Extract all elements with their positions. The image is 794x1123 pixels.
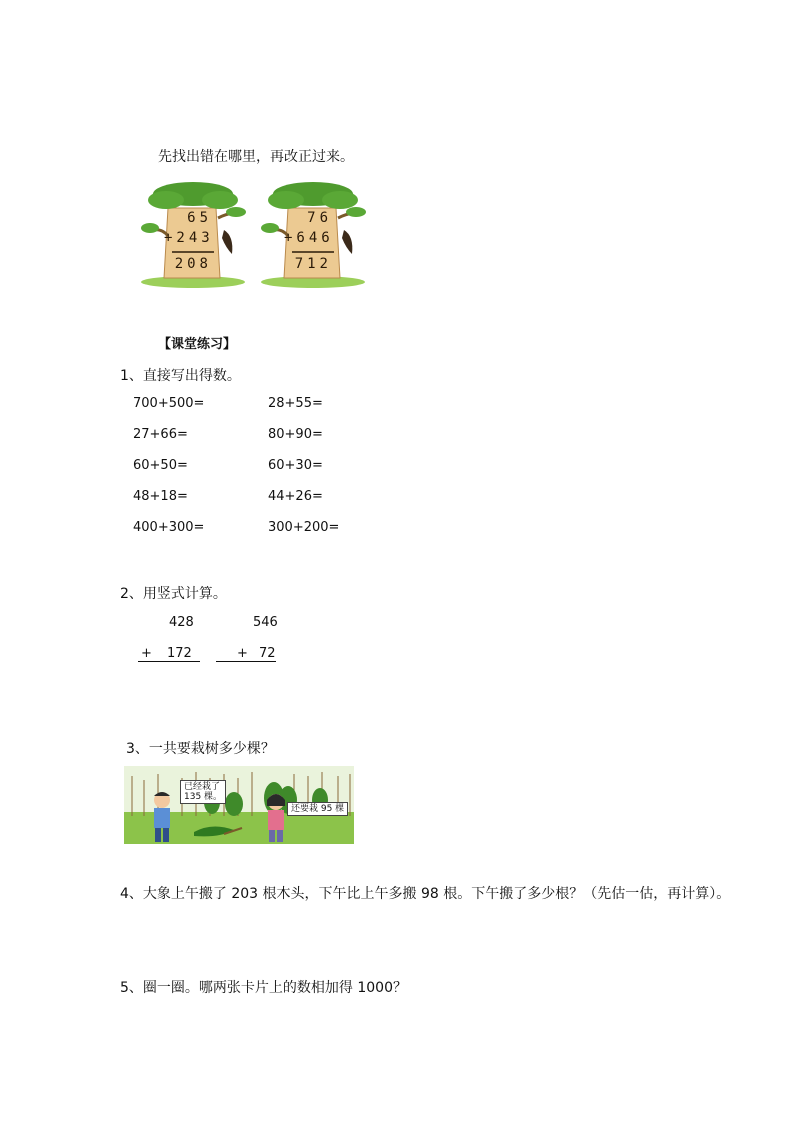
q1-right-4: 44+26= <box>268 489 323 504</box>
speech-bubble-boy: 已经栽了 135 棵。 <box>180 780 226 804</box>
tree-puzzle-2 <box>258 178 368 288</box>
q2-problem-2-underline <box>216 661 276 662</box>
q2-problem-1-top: 428 <box>169 615 194 630</box>
q1-left-1: 700+500= <box>133 396 205 411</box>
intro-text: 先找出错在哪里，再改正过来。 <box>158 149 354 165</box>
q3-title: 3、一共要栽树多少棵？ <box>126 741 275 757</box>
tree-2-result: 712 <box>294 256 332 272</box>
q1-title: 1、直接写出得数。 <box>120 368 241 384</box>
q1-left-5: 400+300= <box>133 520 205 535</box>
q1-right-5: 300+200= <box>268 520 340 535</box>
q2-problem-2-bottom: 72 <box>259 646 276 661</box>
tree-1-addend: +243 <box>164 230 214 246</box>
q1-left-2: 27+66= <box>133 427 188 442</box>
q1-right-1: 28+55= <box>268 396 323 411</box>
q5-title: 5、圈一圈。哪两张卡片上的数相加得 1000？ <box>120 980 407 996</box>
q1-right-2: 80+90= <box>268 427 323 442</box>
q2-problem-2-top: 546 <box>253 615 278 630</box>
q2-problem-1-op: + <box>141 646 152 661</box>
q1-left-4: 48+18= <box>133 489 188 504</box>
q2-title: 2、用竖式计算。 <box>120 586 227 602</box>
speech-bubble-girl: 还要栽 95 棵 <box>287 802 348 816</box>
q2-problem-1-bottom: 172 <box>167 646 192 661</box>
tree-2-top-number: 76 <box>307 210 332 226</box>
q1-left-3: 60+50= <box>133 458 188 473</box>
q1-right-3: 60+30= <box>268 458 323 473</box>
tree-planting-scene <box>124 766 354 844</box>
q2-problem-2-op: + <box>237 646 248 661</box>
section-title: 【课堂练习】 <box>158 337 237 352</box>
q2-problem-1-underline <box>138 661 200 662</box>
tree-1-result: 208 <box>174 256 212 272</box>
q4-title: 4、大象上午搬了 203 根木头，下午比上午多搬 98 根。下午搬了多少根？（先估一估，再计算）。 <box>120 886 731 902</box>
tree-puzzle-1 <box>138 178 248 288</box>
tree-2-addend: +646 <box>284 230 334 246</box>
tree-1-top-number: 65 <box>187 210 212 226</box>
